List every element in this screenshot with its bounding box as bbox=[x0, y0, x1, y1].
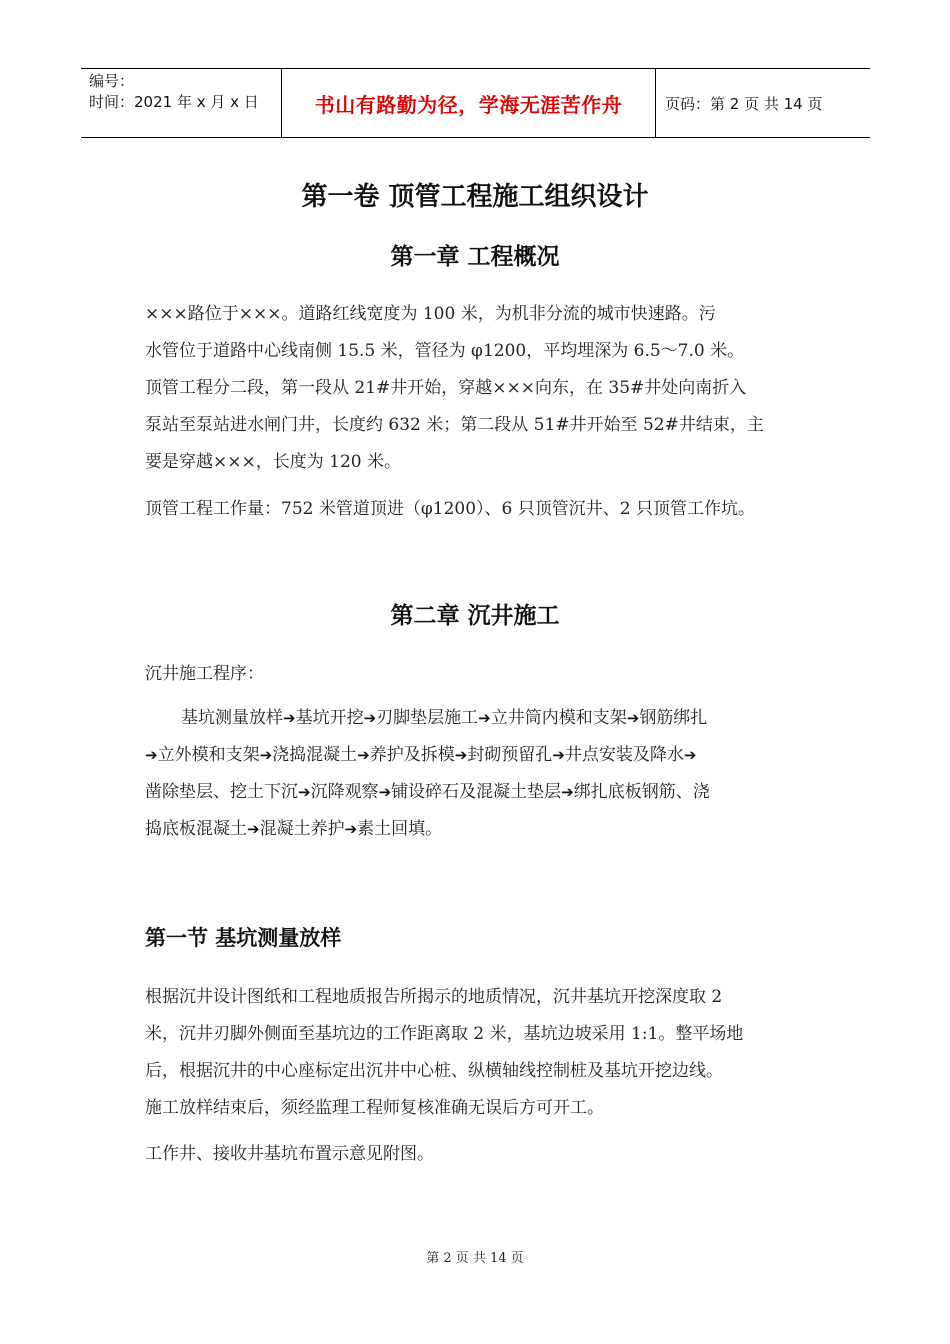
step: 浇捣混凝土 bbox=[272, 745, 358, 765]
arrow-right-icon: ➔ bbox=[478, 709, 491, 727]
step: 绑扎底板钢筋、浇 bbox=[573, 782, 710, 802]
text-line: ×××路位于×××。道路红线宽度为 100 米，为机非分流的城市快速路。污 bbox=[145, 304, 716, 324]
step: 井点安装及降水 bbox=[564, 745, 684, 765]
text-line: 施工放样结束后，须经监理工程师复核准确无误后方可开工。 bbox=[145, 1098, 604, 1118]
text-line: 后，根据沉井的中心座标定出沉井中心桩、纵横轴线控制桩及基坑开挖边线。 bbox=[145, 1061, 723, 1081]
arrow-right-icon: ➔ bbox=[298, 783, 311, 801]
step: 基坑开挖 bbox=[295, 708, 364, 728]
step: 沉降观察 bbox=[310, 782, 379, 802]
text-line: 顶管工程工作量：752 米管道顶进（φ1200）、6 只顶管沉井、2 只顶管工作坑。 bbox=[145, 499, 755, 519]
step: 混凝土养护 bbox=[259, 819, 345, 839]
text-line bbox=[145, 811, 813, 848]
page-footer: 第 2 页 共 14 页 bbox=[426, 1251, 524, 1266]
arrow-right-icon: ➔ bbox=[247, 820, 260, 838]
header-motto: 书山有路勤为径，学海无涯苦作舟 bbox=[282, 69, 656, 137]
volume-title: 第一卷 顶管工程施工组织设计 bbox=[301, 182, 649, 212]
section1-paragraph-2 bbox=[145, 1136, 813, 1173]
arrow-right-icon: ➔ bbox=[454, 746, 468, 764]
step: 素土回填。 bbox=[357, 819, 443, 839]
step: 养护及拆模 bbox=[369, 745, 455, 765]
text-line: 工作井、接收井基坑布置示意见附图。 bbox=[145, 1144, 434, 1164]
arrow-right-icon: ➔ bbox=[378, 783, 392, 801]
arrow-right-icon: ➔ bbox=[259, 746, 273, 764]
arrow-right-icon: ➔ bbox=[683, 746, 697, 764]
arrow-right-icon: ➔ bbox=[626, 709, 640, 727]
arrow-right-icon: ➔ bbox=[561, 783, 574, 801]
chapter1-title: 第一章 工程概况 bbox=[390, 244, 560, 270]
text-line: 沉井施工程序： bbox=[145, 664, 264, 684]
step: 钢筋绑扎 bbox=[639, 708, 708, 728]
section1-paragraph-1 bbox=[145, 979, 813, 1127]
arrow-right-icon: ➔ bbox=[363, 709, 377, 727]
step: 立外模和支架 bbox=[157, 745, 260, 765]
step: 凿除垫层、挖土下沉 bbox=[145, 782, 298, 802]
chapter1-paragraph-1 bbox=[145, 296, 813, 481]
header-meta bbox=[81, 69, 282, 137]
text-line: 泵站至泵站进水闸门井，长度约 632 米；第二段从 51#井开始至 52#井结束，主 bbox=[145, 415, 764, 435]
text-line bbox=[145, 700, 813, 737]
text-line: 米，沉井刃脚外侧面至基坑边的工作距离取 2 米，基坑边坡采用 1:1。整平场地 bbox=[145, 1024, 744, 1044]
text-line: 根据沉井设计图纸和工程地质报告所揭示的地质情况，沉井基坑开挖深度取 2 bbox=[145, 987, 723, 1007]
text-line bbox=[145, 737, 813, 774]
step: 基坑测量放样 bbox=[181, 708, 283, 728]
procedure-label bbox=[145, 656, 813, 693]
text-line: 顶管工程分二段，第一段从 21#井开始，穿越×××向东，在 35#井处向南折入 bbox=[145, 378, 747, 398]
page-header bbox=[81, 68, 870, 138]
arrow-right-icon: ➔ bbox=[357, 746, 370, 764]
text-line: 要是穿越×××，长度为 120 米。 bbox=[145, 452, 401, 472]
step: 捣底板混凝土 bbox=[145, 819, 247, 839]
text-line: 水管位于道路中心线南侧 15.5 米，管径为 φ1200，平均埋深为 6.5～7.0 米。 bbox=[145, 341, 745, 361]
step: 铺设碎石及混凝土垫层 bbox=[391, 782, 562, 802]
procedure-steps bbox=[145, 700, 813, 848]
arrow-right-icon: ➔ bbox=[344, 820, 358, 838]
document-date-label: 时间：2021 年 x 月 x 日 bbox=[89, 93, 259, 111]
arrow-right-icon: ➔ bbox=[283, 709, 296, 727]
document-number-label: 编号： bbox=[89, 72, 135, 90]
text-line bbox=[145, 774, 813, 811]
step: 刃脚垫层施工 bbox=[376, 708, 479, 728]
chapter2-title: 第二章 沉井施工 bbox=[390, 603, 560, 629]
header-page-info: 页码：第 2 页 共 14 页 bbox=[665, 94, 823, 113]
step: 立井筒内模和支架 bbox=[490, 708, 627, 728]
arrow-right-icon: ➔ bbox=[552, 746, 565, 764]
section1-title: 第一节 基坑测量放样 bbox=[145, 926, 342, 950]
step: 封砌预留孔 bbox=[467, 745, 553, 765]
arrow-right-icon: ➔ bbox=[145, 746, 158, 764]
chapter1-paragraph-2 bbox=[145, 491, 813, 528]
